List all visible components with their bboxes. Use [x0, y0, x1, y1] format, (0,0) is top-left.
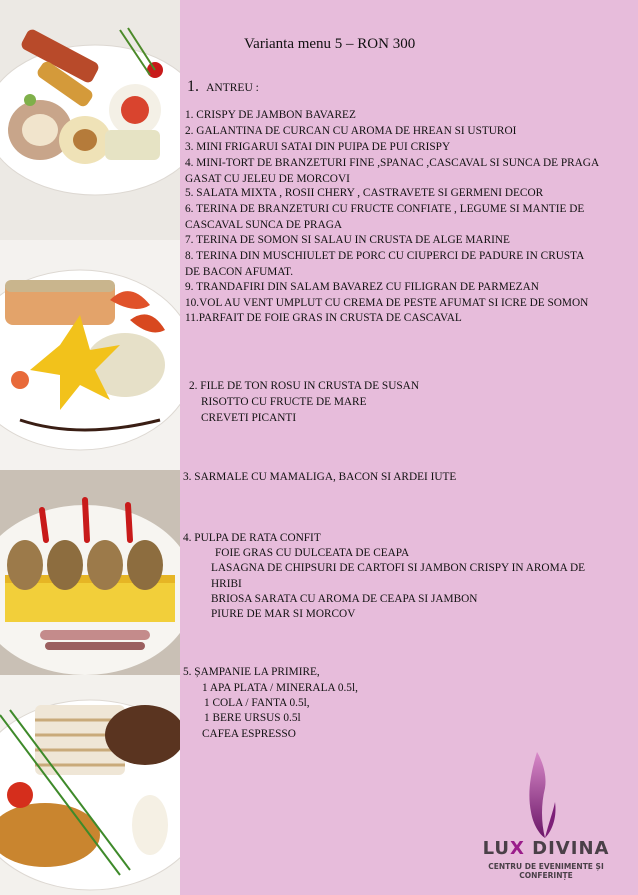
menu-line: LASAGNA DE CHIPSURI DE CARTOFI SI JAMBON CRISPY IN AROMA DE	[211, 562, 586, 574]
menu-line: 4. PULPA DE RATA CONFIT	[183, 532, 321, 544]
section-1-heading	[187, 78, 259, 96]
logo-subtitle: CENTRU DE EVENIMENTE ȘI CONFERINȚE	[488, 862, 604, 880]
menu-line: 1 APA PLATA / MINERALA 0.5l,	[202, 682, 358, 694]
menu-line: PIURE DE MAR SI MORCOV	[211, 608, 356, 620]
menu-line: 1 BERE URSUS 0.5l	[204, 712, 301, 724]
menu-line: RISOTTO CU FRUCTE DE MARE	[201, 396, 367, 408]
logo-word-part: LU	[482, 838, 511, 859]
menu-line: FOIE GRAS CU DULCEATA DE CEAPA	[215, 547, 410, 559]
menu-line: 7. TERINA DE SOMON SI SALAU IN CRUSTA DE ALGE MARINE	[185, 234, 510, 246]
logo-x-letter: X	[510, 838, 525, 859]
menu-line: 1. CRISPY DE JAMBON BAVAREZ	[185, 109, 356, 121]
menu-line: HRIBI	[211, 578, 242, 590]
menu-line: 10.VOL AU VENT UMPLUT CU CREMA DE PESTE AFUMAT SI ICRE DE SOMON	[185, 297, 589, 309]
menu-line: 2. GALANTINA DE CURCAN CU AROMA DE HREAN SI USTUROI	[185, 125, 517, 137]
flame-icon	[461, 752, 631, 842]
menu-line: 5. ȘAMPANIE LA PRIMIRE,	[183, 666, 320, 678]
menu-line: BRIOSA SARATA CU AROMA DE CEAPA SI JAMBON	[211, 593, 478, 605]
menu-line: 8. TERINA DIN MUSCHIULET DE PORC CU CIUPERCI DE PADURE IN CRUSTA	[185, 250, 585, 262]
menu-line: 9. TRANDAFIRI DIN SALAM BAVAREZ CU FILIGRAN DE PARMEZAN	[185, 281, 539, 293]
menu-line: 2. FILE DE TON ROSU IN CRUSTA DE SUSAN	[189, 380, 419, 392]
appetizer-platter-photo	[0, 0, 180, 240]
menu-line: 3. MINI FRIGARUI SATAI DIN PUIPA DE PUI CRISPY	[185, 141, 451, 153]
menu-line: CASCAVAL SUNCA DE PRAGA	[185, 219, 343, 231]
menu-line: CAFEA ESPRESSO	[202, 728, 296, 740]
menu-line: 1 COLA / FANTA 0.5l,	[204, 697, 310, 709]
menu-title: Varianta menu 5 – RON 300	[244, 36, 416, 52]
menu-line: 5. SALATA MIXTA , ROSII CHERY , CASTRAVETE SI GERMENI DECOR	[185, 187, 544, 199]
seafood-photo	[0, 240, 180, 470]
menu-line: CREVETI PICANTI	[201, 412, 297, 424]
section-1-number: 1.	[187, 78, 199, 95]
food-photo-column	[0, 0, 180, 895]
menu-line: 3. SARMALE CU MAMALIGA, BACON SI ARDEI IUTE	[183, 471, 457, 483]
logo-wordmark	[461, 838, 631, 859]
menu-line: DE BACON AFUMAT.	[185, 266, 294, 278]
menu-line: 4. MINI-TORT DE BRANZETURI FINE ,SPANAC ,CASCAVAL SI SUNCA DE PRAGA	[185, 157, 600, 169]
menu-line: 6. TERINA DE BRANZETURI CU FRUCTE CONFIATE , LEGUME SI MANTIE DE	[185, 203, 585, 215]
menu-line: 11.PARFAIT DE FOIE GRAS IN CRUSTA DE CASCAVAL	[185, 312, 462, 324]
logo-word-part: DIVINA	[524, 838, 610, 859]
menu-line: GASAT CU JELEU DE MORCOVI	[185, 173, 350, 185]
lux-divina-logo	[461, 752, 631, 882]
section-1-title: ANTREU :	[206, 82, 259, 94]
sarmale-photo	[0, 470, 180, 675]
duck-confit-photo	[0, 675, 180, 895]
